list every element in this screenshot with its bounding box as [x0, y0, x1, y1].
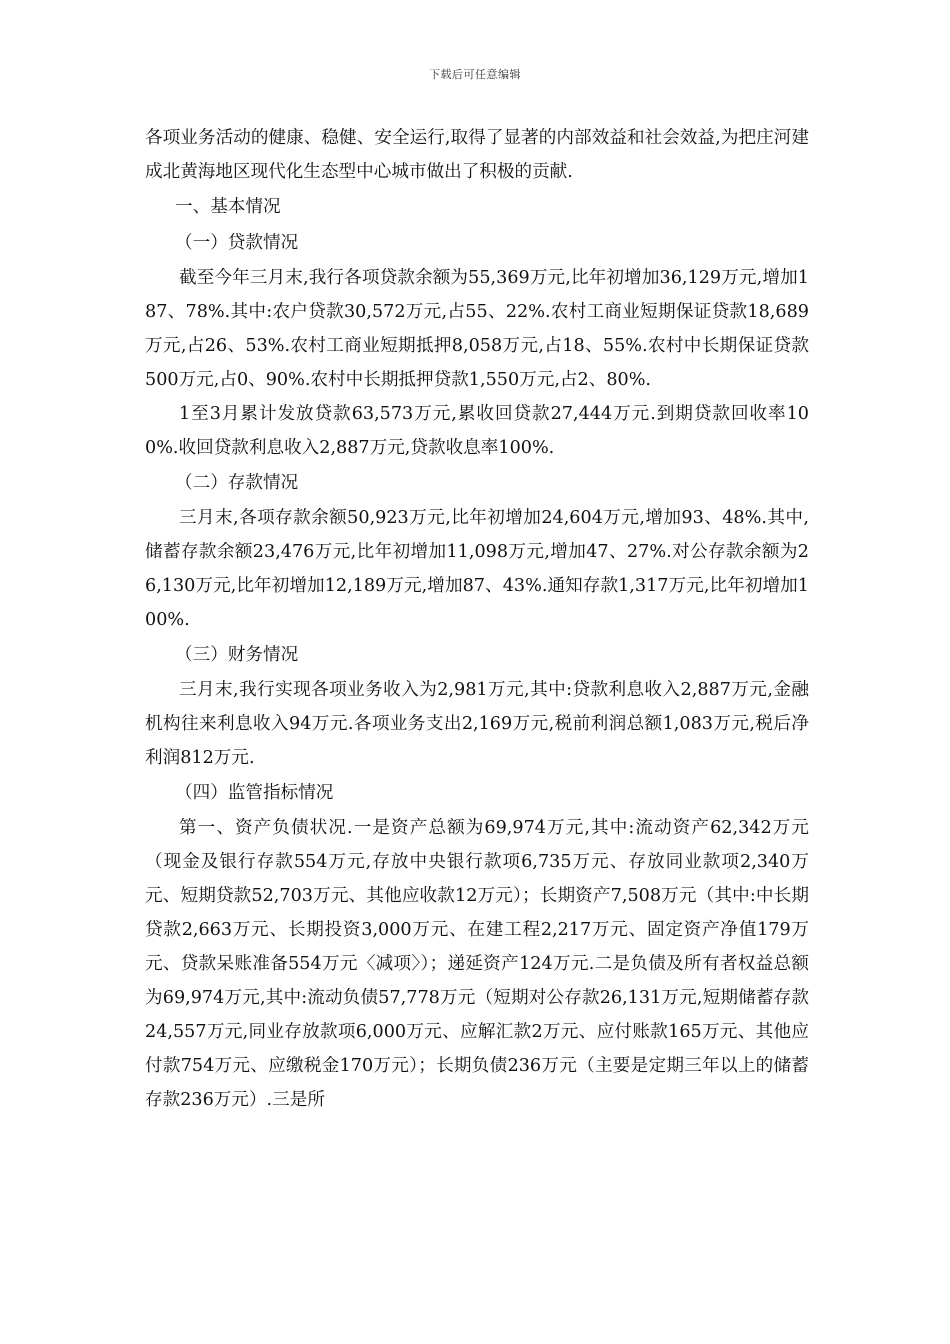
paragraph-assets-liabilities: 第一、资产负债状况.一是资产总额为69,974万元,其中:流动资产62,342万元（现金及银行存款554万元,存放中央银行款项6,735万元、存放同业款项2,340万元、短期贷款52,703万元、其他应收款12万元）；长期资产7,508万元（其中:中长期贷款2,663万元、长期投资3,000万元、在建工程2,217万元、固定资产净值179万元、贷款呆账准备554万元〈减项〉）；递延资产124万元.二是负债及所有者权益总额为69,974万元,其中:流动负债57,778万元（短期对公存款26,131万元,短期储蓄存款24,557万元,同业存放款项6,000万元、应解汇款2万元、应付账款165万元、其他应付款754万元、应缴税金170万元）；长期负债236万元（主要是定期三年以上的储蓄存款236万元）.三是所: [145, 818, 809, 1110]
paragraph-finance: 三月末,我行实现各项业务收入为2,981万元,其中:贷款利息收入2,887万元,金融机构往来利息收入94万元.各项业务支出2,169万元,税前利润总额1,083万元,税后净利润812万元.: [145, 680, 809, 768]
subsection-heading-regulatory: （四）监管指标情况: [175, 783, 334, 803]
document-body: [145, 121, 809, 1117]
subsection-heading-finance: （三）财务情况: [175, 645, 299, 665]
subsection-heading-deposits: （二）存款情况: [175, 473, 299, 493]
subsection-heading-loans: （一）贷款情况: [175, 233, 299, 253]
paragraph-deposit-balance: 三月末,各项存款余额50,923万元,比年初增加24,604万元,增加93、48%.其中,储蓄存款余额23,476万元,比年初增加11,098万元,增加47、27%.对公存款余额为26,130万元,比年初增加12,189万元,增加87、43%.通知存款1,317万元,比年初增加100%.: [145, 508, 809, 630]
paragraph-loan-balance: 截至今年三月末,我行各项贷款余额为55,369万元,比年初增加36,129万元,增加187、78%.其中:农户贷款30,572万元,占55、22%.农村工商业短期保证贷款18,689万元,占26、53%.农村工商业短期抵押8,058万元,占18、55%.农村中长期保证贷款500万元,占0、90%.农村中长期抵押贷款1,550万元,占2、80%.: [145, 268, 809, 390]
section-heading-basic-situation: 一、基本情况: [175, 197, 281, 217]
paragraph-loan-issuance: 1至3月累计发放贷款63,573万元,累收回贷款27,444万元.到期贷款回收率100%.收回贷款利息收入2,887万元,贷款收息率100%.: [145, 404, 809, 458]
paragraph-intro-continuation: 各项业务活动的健康、稳健、安全运行,取得了显著的内部效益和社会效益,为把庄河建成北黄海地区现代化生态型中心城市做出了积极的贡献.: [145, 128, 809, 182]
page-header: 下载后可任意编辑: [429, 68, 521, 81]
